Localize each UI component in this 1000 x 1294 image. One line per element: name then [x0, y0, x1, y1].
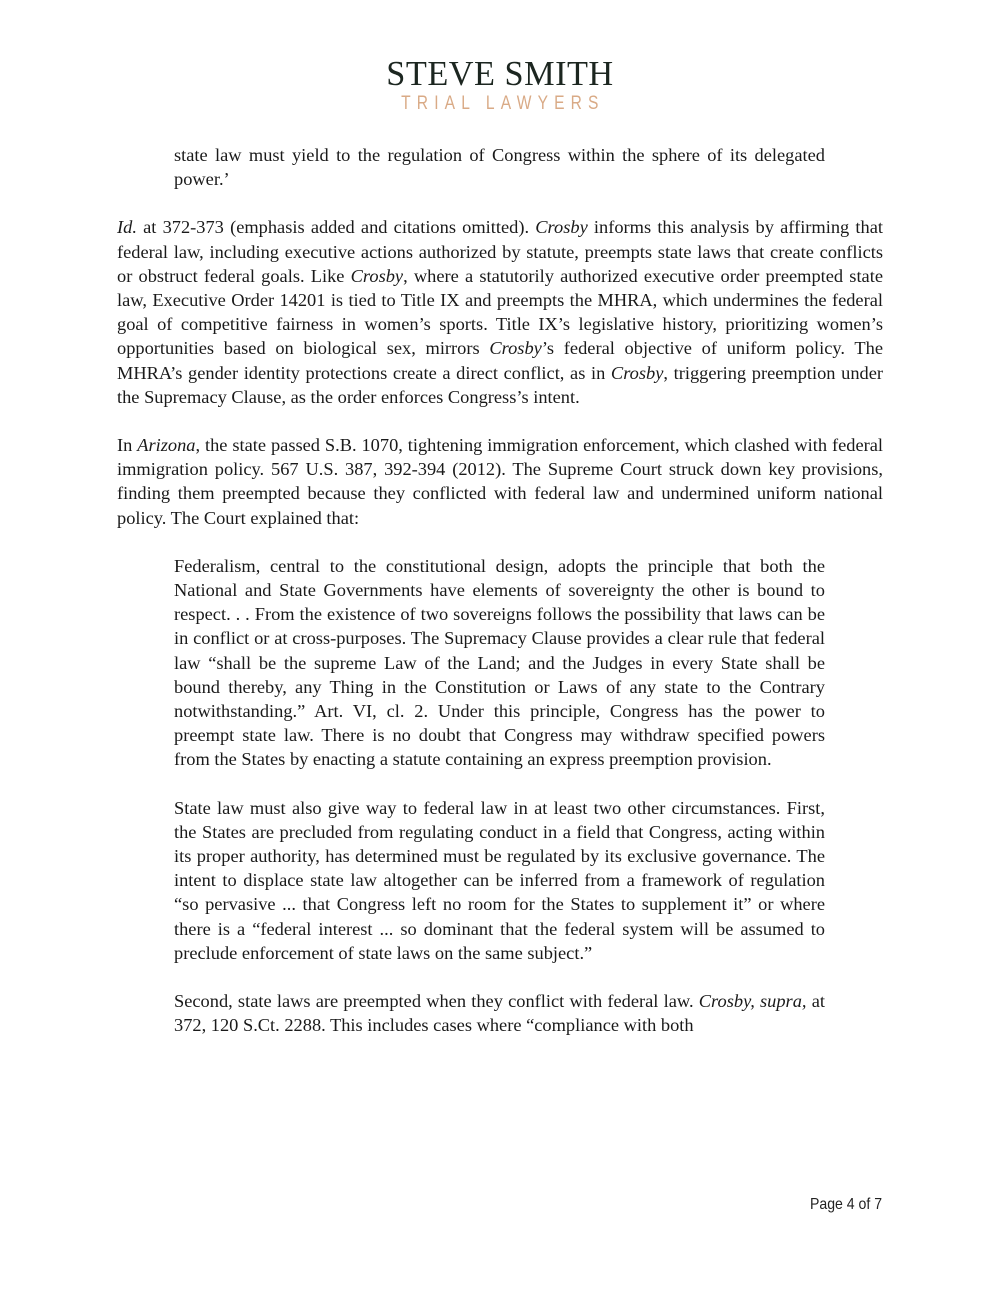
- paragraph-crosby-analysis: Id. at 372-373 (emphasis added and citations omitted). Crosby informs this analysis by affirming that federal law, including executive actions authorized by statute, preempts state laws that create conflicts or obstruct federal goals. Like Crosby, where a statutorily authorized executive order preempted state law, Executive Order 14201 is tied to Title IX and preempts the MHRA, which undermines the federal goal of competitive fairness in women’s sports. Title IX’s legislative history, prioritizing women’s opportunities based on biological sex, mirrors Crosby’s federal objective of uniform policy. The MHRA’s gender identity protections create a direct conflict, as in Crosby, triggering preemption under the Supremacy Clause, as the order enforces Congress’s intent.: [117, 217, 884, 407]
- firm-subtitle: TRIAL LAWYERS: [401, 93, 605, 114]
- block-quote-federalism: Federalism, central to the constitutional design, adopts the principle that both the National and State Governments have elements of sovereignty the other is bound to respect. . . From the existence of two sovereigns follows the possibility that laws can be in conflict or at cross-purposes. The Supremacy Clause provides a clear rule that federal law “shall be the supreme Law of the Land; and the Judges in every State shall be bound thereby, any Thing in the Constitution or Laws of any state to the Contrary notwithstanding.” Art. VI, cl. 2. Under this principle, Congress has the power to preempt state law. There is no doubt that Congress may withdraw specified powers from the States by enacting a statute containing an express preemption provision.: [174, 555, 825, 770]
- block-quote-conflict-preemption: Second, state laws are preempted when they conflict with federal law. Crosby, supra, at 372, 120 S.Ct. 2288. This includes cases where “compliance with both: [174, 991, 825, 1036]
- id-citation: Id.: [117, 217, 137, 238]
- letterhead: [0, 56, 1000, 115]
- page-number: Page 4 of 7: [810, 1196, 883, 1213]
- firm-name: STEVE SMITH: [386, 54, 614, 93]
- case-name-crosby: Crosby: [610, 362, 664, 383]
- block-quote-continuation: state law must yield to the regulation of Congress within the sphere of its delegated power.’: [174, 145, 825, 190]
- paragraph-arizona: In Arizona, the state passed S.B. 1070, tightening immigration enforcement, which clashed with federal immigration policy. 567 U.S. 387, 392-394 (2012). The Supreme Court struck down key provisions, finding them preempted because they conflicted with federal law and undermined uniform national policy. The Court explained that:: [117, 435, 884, 528]
- document-body: [117, 143, 883, 1038]
- case-name-crosby: Crosby: [535, 217, 588, 238]
- case-name-crosby: Crosby: [350, 265, 404, 286]
- case-name-arizona: Arizona: [137, 435, 196, 456]
- block-quote-field-preemption: State law must also give way to federal law in at least two other circumstances. First, the States are precluded from regulating conduct in a field that Congress, acting within its proper authority, has determined must be regulated by its exclusive governance. The intent to displace state law altogether can be inferred from a framework of regulation “so pervasive ... that Congress left no room for the States to supplement it” or where there is a “federal interest ... so dominant that the federal system will be assumed to preclude enforcement of state laws on the same subject.”: [174, 797, 825, 963]
- case-citation-crosby: Crosby, supra,: [698, 991, 807, 1012]
- case-name-crosby: Crosby: [489, 338, 542, 359]
